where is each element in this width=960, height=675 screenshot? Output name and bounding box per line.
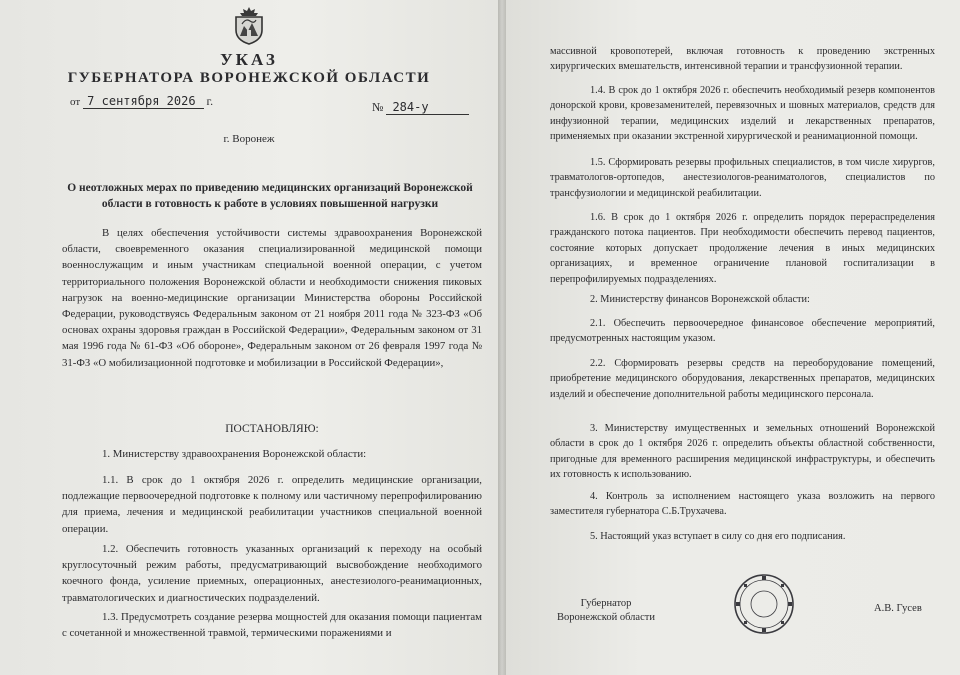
round-seal-icon [733, 573, 795, 635]
item-2: 2. Министерству финансов Воронежской области: [590, 294, 810, 305]
number-line [372, 100, 469, 115]
item-3: 3. Министерству имущественных и земельных отношений Воронежской области в срок до 1 октября 2026 г. определить объекты областной собственности, пригодные для временного расширения медицинской инфраструктуры, и обеспечить их готовность к использованию. [550, 423, 935, 481]
item-1-6: 1.6. В срок до 1 октября 2026 г. определить порядок перераспределения гражданского потока пациентов. При необходимости обеспечить перевод пациентов, состояние которых допускает продолжение лечения в иных медицинских организациях, и временное ограничение плановой госпитализации в перепрофилируемых подразделениях. [550, 212, 935, 285]
item-2-1: 2.1. Обеспечить первоочередное финансовое обеспечение мероприятий, предусмотренных настоящим указом. [550, 318, 935, 345]
item-1-5: 1.5. Сформировать резервы профильных специалистов, в том числе хирургов, травматологов-ортопедов, анестезиологов-реаниматологов, специалистов по трансфузиологии и медицинской реабилитации. [550, 157, 935, 199]
issuer-heading: ГУБЕРНАТОРА ВОРОНЕЖСКОЙ ОБЛАСТИ [67, 70, 431, 86]
item-2-2: 2.2. Сформировать резервы средств на переоборудование помещений, приобретение медицинского оборудования, лекарственных препаратов, медицинских изделий и обеспечение дополнительной работы медицинского персонала. [550, 358, 935, 400]
document-title: О неотложных мерах по приведению медицинских организаций Воронежской области в готовность к работе в условиях повышенной нагрузки [67, 182, 473, 210]
preamble: В целях обеспечения устойчивости системы здравоохранения Воронежской области, своевременного оказания специализированной медицинской помощи военнослужащим и иным участникам специальной военной операции, с учетом территориального положения Воронежской области и необходимости снижения пиковых нагрузок на военно-медицинские организации Министерства обороны Российской Федерации, руководствуясь Федеральным законом от 21 ноября 2011 года № 323-ФЗ «Об основах охраны здоровья граждан в Российской Федерации», Федеральным законом от 31 мая 1996 года № 61-ФЗ «Об обороне», Федеральным законом от 26 февраля 1997 года № 31-ФЗ «О мобилизационной подготовке и мобилизации в Российской Федерации», [62, 227, 482, 369]
number-prefix: № [372, 100, 384, 114]
item-1-1: 1.1. В срок до 1 октября 2026 г. определить медицинские организации, подлежащие первоочередной подготовке к полному или частичному перепрофилированию для приема, лечения и медицинской реабилитации участников специальной военной операции. [62, 474, 482, 535]
date-line [70, 94, 213, 109]
doc-type-heading: УКАЗ [220, 50, 278, 69]
date-suffix: г. [206, 94, 214, 108]
item-1-3-end: массивной кровопотерей, включая готовность к проведению экстренных хирургических вмешательств, интенсивной терапии и трансфузионной терапии. [550, 46, 935, 73]
date-prefix: от [70, 96, 81, 108]
item-1-2: 1.2. Обеспечить готовность указанных организаций к переходу на особый круглосуточный режим работы, предусматривающий высвобождение необходимого коечного фонда, усиление приемных, операционных, анестезиолого-реанимационных, травматологических и диагностических подразделений. [62, 543, 482, 604]
number-value: 284-у [386, 100, 468, 115]
coat-of-arms-icon [228, 4, 270, 46]
item-1-3-start: 1.3. Предусмотреть создание резерва мощностей для оказания помощи пациентам с сочетанной и множественной травмой, термическими поражениями и [62, 611, 482, 640]
item-5: 5. Настоящий указ вступает в силу со дня его подписания. [590, 531, 846, 542]
signature-name: А.В. Гусев [874, 603, 922, 614]
decree-word: ПОСТАНОВЛЯЮ: [225, 423, 319, 435]
page-gutter [498, 0, 506, 675]
item-1: 1. Министерству здравоохранения Воронежской области: [102, 448, 367, 460]
item-4: 4. Контроль за исполнением настоящего указа возложить на первого заместителя губернатора С.Б.Трухачева. [550, 491, 935, 518]
item-1-4: 1.4. В срок до 1 октября 2026 г. обеспечить необходимый резерв компонентов донорской крови, кровезаменителей, перевязочных и шовных материалов, средств для инфузионной терапии, медицинских изделий и лекарственных препаратов, применяемых при оказании экстренной хирургической и реанимационной помощи. [550, 85, 935, 143]
city-label: г. Воронеж [223, 133, 275, 145]
signature-role: Губернатор Воронежской области [557, 598, 655, 623]
date-value: 7 сентября 2026 [83, 94, 203, 109]
